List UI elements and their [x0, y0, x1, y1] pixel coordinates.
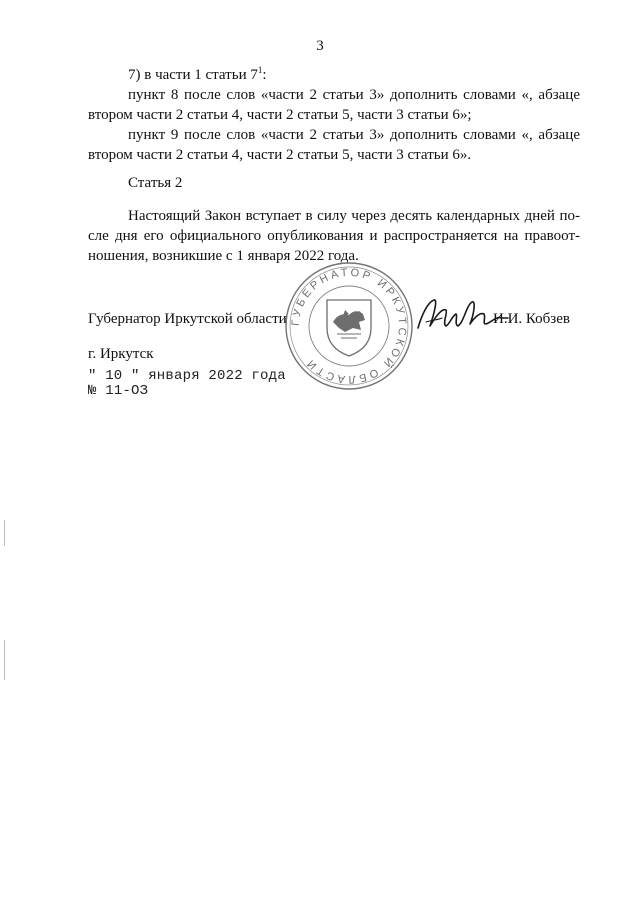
- article-2-line-3: ношения, возникшие с 1 января 2022 года.: [88, 248, 359, 264]
- point-9-line-2: втором части 2 статьи 4, части 2 статьи 5, части 3 статьи 6».: [88, 147, 472, 163]
- law-number: № 11-ОЗ: [88, 383, 149, 399]
- signing-date: " 10 " января 2022 года: [88, 368, 286, 384]
- handwritten-signature-icon: [412, 294, 512, 336]
- seal-text: ГУБЕРНАТОР ИРКУТСКОЙ ОБЛАСТИ: [289, 266, 409, 386]
- item-7-lead: [128, 66, 267, 85]
- scan-edge-mark: [4, 640, 5, 680]
- governor-seal-stamp: [283, 260, 415, 392]
- governor-title: Губернатор Иркутской области: [88, 311, 287, 327]
- item-7-lead-colon: :: [262, 67, 267, 83]
- point-8-line-1: пункт 8 после слов «части 2 статьи 3» дополнить словами «, абзаце: [128, 87, 580, 103]
- point-8-line-2: втором части 2 статьи 4, части 2 статьи 5, части 3 статьи 6»;: [88, 107, 472, 123]
- page-number: 3: [316, 38, 324, 54]
- item-7-superscript: 1: [257, 65, 263, 75]
- article-2-heading: Статья 2: [128, 175, 183, 191]
- city-name: г. Иркутск: [88, 346, 154, 362]
- article-2-line-2: сле дня его официального опубликования и распространяется на правоот-: [88, 228, 580, 244]
- article-2-line-1: Настоящий Закон вступает в силу через десять календарных дней по-: [128, 208, 580, 224]
- coat-of-arms-icon: [327, 300, 371, 356]
- scan-edge-mark: [4, 520, 5, 546]
- item-7-lead-text: 7) в части 1 статьи 7: [128, 67, 258, 83]
- point-9-line-1: пункт 9 после слов «части 2 статьи 3» дополнить словами «, абзаце: [128, 127, 580, 143]
- governor-name: И.И. Кобзев: [493, 311, 570, 327]
- document-body: [88, 0, 580, 905]
